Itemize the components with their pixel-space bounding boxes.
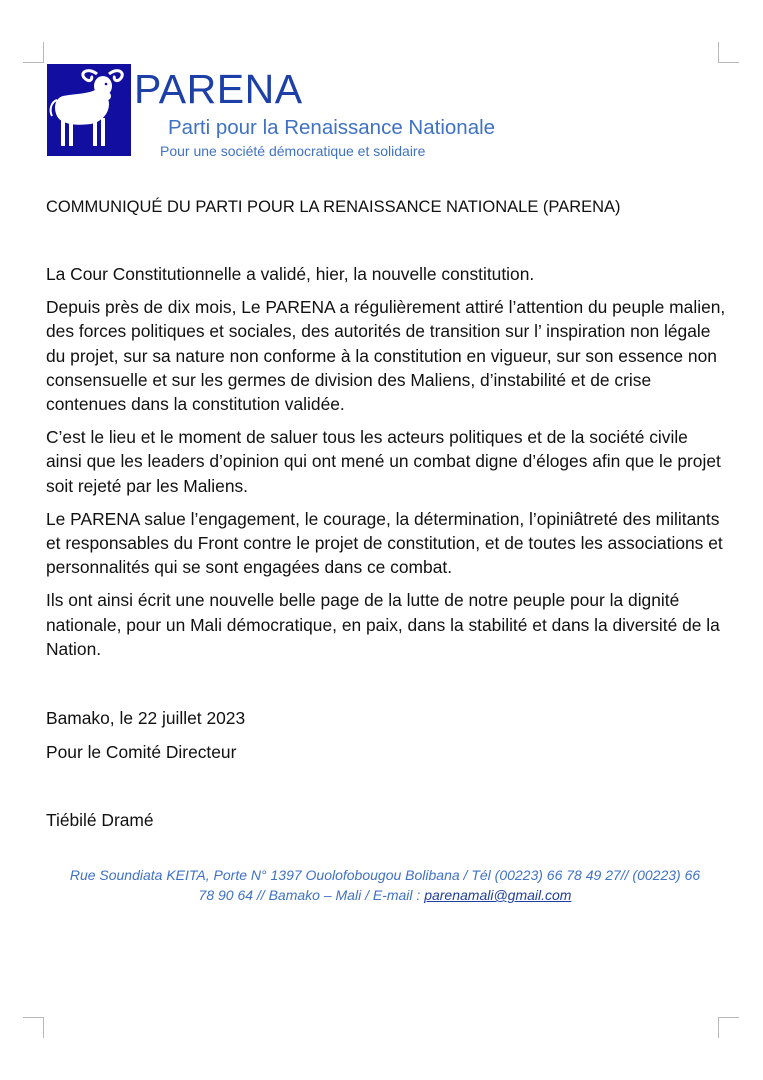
crop-mark-bottom-right [718, 1017, 739, 1038]
crop-mark-bottom-left [23, 1017, 44, 1038]
paragraph: Le PARENA salue l’engagement, le courage, la détermination, l’opiniâtreté des militants et responsables du Front contre le projet de constitution, et de toutes les associations et personnalités qui se sont engagées dans ce combat. [46, 508, 723, 578]
committee-line: Pour le Comité Directeur [46, 742, 237, 762]
footer-address-line-2 [40, 885, 730, 905]
party-tagline: Pour une société démocratique et solidaire [160, 143, 426, 159]
paragraph: C’est le lieu et le moment de saluer tous les acteurs politiques et de la société civile ainsi que les leaders d’opinion qui ont mené un combat digne d’éloges afin que le projet soit rejeté par les Maliens. [46, 427, 721, 496]
footer-address-line-2-text: 78 90 64 // Bamako – Mali / E-mail : [198, 887, 425, 903]
party-name: PARENA [134, 66, 303, 112]
paragraph: Depuis près de dix mois, Le PARENA a régulièrement attiré l’attention du peuple malien, des forces politiques et sociales, des autorités de transition sur l’ inspiration non légale du projet, sur sa nature non conforme à la constitution en vigueur, sur son essence non consensuelle et sur les germes de division des Maliens, d’instabilité et de crise contenues dans la constitution validée. [46, 297, 726, 415]
crop-mark-top-right [718, 42, 739, 63]
footer-address [40, 865, 730, 905]
signatory-name: Tiébilé Dramé [46, 810, 154, 830]
communique-body [46, 262, 726, 670]
email-link[interactable]: parenamali@gmail.com [424, 887, 572, 903]
ram-logo-icon [47, 64, 131, 156]
paragraph: La Cour Constitutionnelle a validé, hier, la nouvelle constitution. [46, 264, 535, 284]
crop-mark-top-left [23, 42, 44, 63]
date-line: Bamako, le 22 juillet 2023 [46, 708, 246, 728]
footer-address-line-1: Rue Soundiata KEITA, Porte N° 1397 Ouolofobougou Bolibana / Tél (00223) 66 78 49 27// (00223) 66 [69, 867, 701, 883]
paragraph: Ils ont ainsi écrit une nouvelle belle page de la lutte de notre peuple pour la dignité nationale, pour un Mali démocratique, en paix, dans la stabilité et dans la diversité de la Nation. [46, 590, 720, 659]
party-full-name: Parti pour la Renaissance Nationale [168, 116, 496, 139]
communique-title: COMMUNIQUÉ DU PARTI POUR LA RENAISSANCE NATIONALE (PARENA) [46, 198, 621, 216]
